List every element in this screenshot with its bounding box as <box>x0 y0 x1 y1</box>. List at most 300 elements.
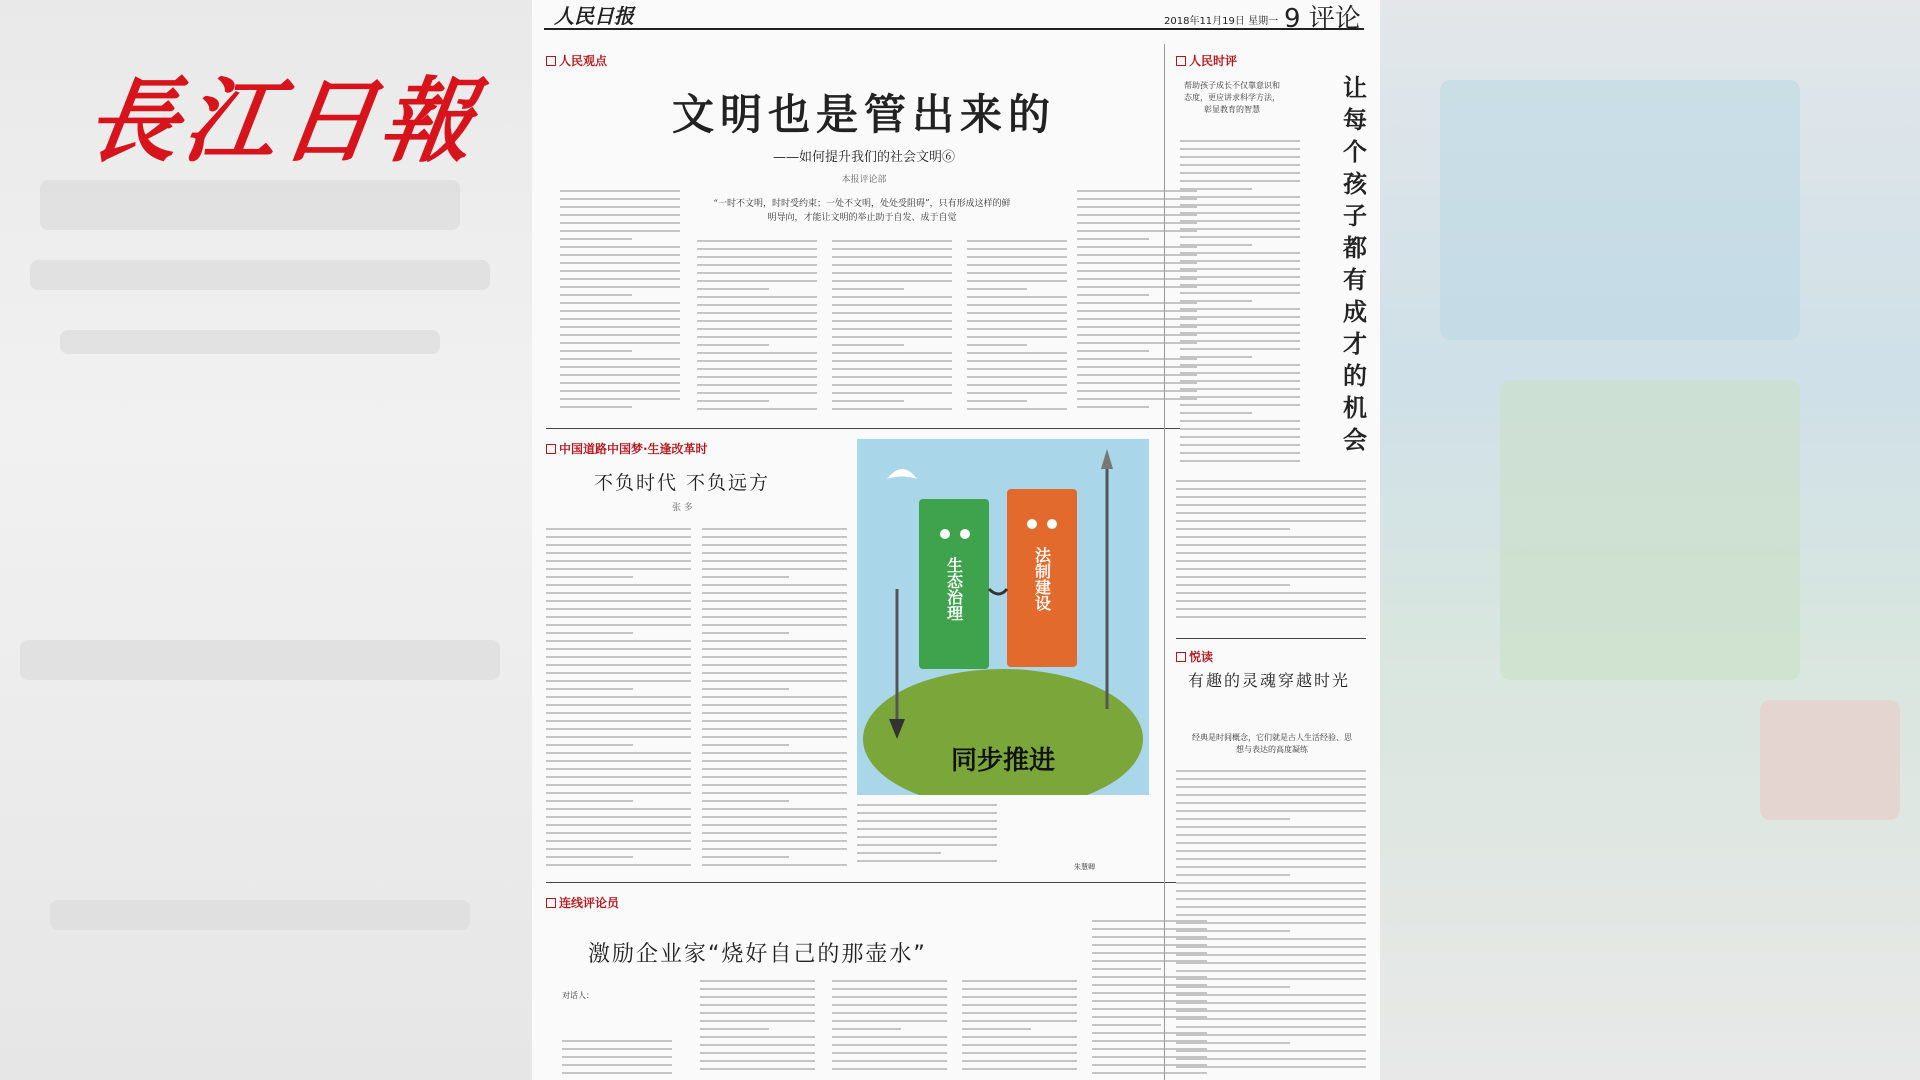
text-line <box>1176 528 1290 530</box>
text-line <box>546 656 691 658</box>
text-line <box>702 536 847 538</box>
text-line <box>1180 388 1300 390</box>
lead-text-col-4 <box>967 240 1067 416</box>
text-line <box>1180 180 1300 182</box>
text-line <box>702 624 847 626</box>
text-line <box>546 688 633 690</box>
text-line <box>702 736 847 738</box>
text-line <box>700 1044 815 1046</box>
text-line <box>702 672 847 674</box>
text-line <box>857 860 997 862</box>
text-line <box>546 632 633 634</box>
text-line <box>1176 1018 1366 1020</box>
text-line <box>700 1004 815 1006</box>
text-line <box>546 728 691 730</box>
text-line <box>546 680 691 682</box>
text-line <box>962 1060 1077 1062</box>
feature-byline: 张 多 <box>672 503 693 513</box>
text-line <box>1176 866 1366 868</box>
text-line <box>1176 778 1366 780</box>
text-line <box>546 616 691 618</box>
text-line <box>560 222 680 224</box>
text-line <box>1077 286 1197 288</box>
text-line <box>700 1052 815 1054</box>
text-line <box>546 608 691 610</box>
text-line <box>1077 390 1197 392</box>
lead-text-col-2 <box>697 240 817 416</box>
text-line <box>967 336 1067 338</box>
text-line <box>1176 770 1366 772</box>
dialogue-text-col-4 <box>962 980 1077 1080</box>
text-line <box>702 864 847 866</box>
text-line <box>560 342 680 344</box>
bird-icon <box>887 469 917 479</box>
text-line <box>1176 512 1366 514</box>
text-line <box>1176 946 1366 948</box>
text-line <box>1180 164 1300 166</box>
lead-pull-quote: “一时不文明，时时受约束；一处不文明，处处受阻碍”，只有形成这样的鲜明导向，才能让文明的举止助于自发、成于自觉 <box>713 199 1011 223</box>
text-line <box>702 784 847 786</box>
text-line <box>832 996 947 998</box>
text-line <box>1176 616 1366 618</box>
reading-intro: 经典是时间概念，它们就是古人生活经验、思想与表达的高度凝练 <box>1192 733 1352 754</box>
text-line <box>702 800 789 802</box>
text-line <box>697 264 817 266</box>
feature-text-col-2 <box>702 528 847 874</box>
dialogue-headline: 激励企业家“烧好自己的那壶水” <box>588 942 927 967</box>
text-line <box>702 792 847 794</box>
text-line <box>546 864 691 866</box>
text-line <box>1180 148 1300 150</box>
lead-text-col-5 <box>1077 190 1197 416</box>
text-line <box>560 278 680 280</box>
text-line <box>546 600 691 602</box>
text-line <box>1176 1026 1366 1028</box>
text-line <box>702 640 847 642</box>
text-line <box>1176 1050 1366 1052</box>
background-right <box>1380 0 1920 1080</box>
text-line <box>832 312 952 314</box>
text-line <box>1077 342 1197 344</box>
text-line <box>832 320 952 322</box>
text-line <box>832 408 952 410</box>
text-line <box>967 392 1067 394</box>
text-line <box>1077 302 1197 304</box>
text-line <box>702 752 847 754</box>
text-line <box>1176 552 1366 554</box>
text-line <box>697 384 817 386</box>
divider <box>546 882 1198 883</box>
text-line <box>832 272 952 274</box>
text-line <box>1180 316 1300 318</box>
text-line <box>967 272 1067 274</box>
text-line <box>546 760 691 762</box>
text-line <box>702 544 847 546</box>
text-line <box>562 1040 672 1042</box>
lead-subheadline: ——如何提升我们的社会文明⑥ <box>772 150 955 165</box>
text-line <box>967 368 1067 370</box>
text-line <box>702 776 847 778</box>
text-line <box>697 352 817 354</box>
text-line <box>967 360 1067 362</box>
side-text-col-lower <box>1176 480 1366 630</box>
masthead-brand: 人民日报 <box>554 4 634 28</box>
text-line <box>1176 480 1366 482</box>
text-line <box>857 820 997 822</box>
text-line <box>546 552 691 554</box>
text-line <box>1180 276 1300 278</box>
cartoon-svg <box>857 439 1149 795</box>
text-line <box>697 344 769 346</box>
text-line <box>1176 810 1366 812</box>
text-line <box>832 288 904 290</box>
text-line <box>546 536 691 538</box>
text-line <box>702 856 789 858</box>
text-line <box>702 576 789 578</box>
text-line <box>1180 212 1300 214</box>
text-line <box>1077 318 1197 320</box>
text-line <box>560 310 680 312</box>
text-line <box>702 744 789 746</box>
cartoon-credit: 朱慧卿 <box>1074 863 1095 871</box>
lead-text-col-3 <box>832 240 952 416</box>
text-line <box>1180 428 1300 430</box>
text-line <box>1176 1066 1366 1068</box>
text-line <box>1077 382 1197 384</box>
text-line <box>702 560 847 562</box>
text-line <box>832 1028 901 1030</box>
text-line <box>1176 986 1290 988</box>
text-line <box>546 584 691 586</box>
text-line <box>697 408 817 410</box>
text-line <box>1176 544 1366 546</box>
text-line <box>702 840 847 842</box>
text-line <box>546 592 691 594</box>
text-line <box>697 328 817 330</box>
text-line <box>1180 268 1300 270</box>
text-line <box>700 1012 815 1014</box>
text-line <box>702 568 847 570</box>
handshake-icon <box>989 589 1007 594</box>
text-line <box>546 672 691 674</box>
text-line <box>967 256 1067 258</box>
text-line <box>702 720 847 722</box>
text-line <box>1077 374 1197 376</box>
text-line <box>832 264 952 266</box>
text-line <box>1092 1024 1161 1026</box>
text-line <box>1180 172 1300 174</box>
text-line <box>1176 1010 1366 1012</box>
text-line <box>546 560 691 562</box>
text-line <box>697 288 769 290</box>
text-line <box>546 576 633 578</box>
text-line <box>697 248 817 250</box>
text-line <box>1180 236 1300 238</box>
section-label: 人民时评 <box>1189 54 1238 68</box>
section-mark-icon <box>546 898 556 908</box>
text-line <box>560 286 680 288</box>
text-line <box>546 720 691 722</box>
eye-icon <box>1047 519 1057 529</box>
text-line <box>1176 496 1366 498</box>
text-line <box>1176 906 1366 908</box>
section-tag-feature <box>546 440 708 457</box>
text-line <box>967 408 1067 410</box>
text-line <box>967 376 1067 378</box>
text-line <box>702 616 847 618</box>
watermark-logo: 長江日報 <box>79 67 487 175</box>
text-line <box>962 1044 1077 1046</box>
text-line <box>832 1036 947 1038</box>
cartoon-caption-text <box>857 804 997 874</box>
text-line <box>1176 576 1366 578</box>
section-label: 人民观点 <box>559 54 608 68</box>
text-line <box>702 760 847 762</box>
text-line <box>1176 584 1290 586</box>
text-line <box>700 1020 815 1022</box>
text-line <box>700 1060 815 1062</box>
text-line <box>560 262 680 264</box>
text-line <box>560 254 680 256</box>
text-line <box>546 856 633 858</box>
text-line <box>832 1004 947 1006</box>
text-line <box>697 272 817 274</box>
lead-byline: 本报评论部 <box>841 175 887 185</box>
text-line <box>832 352 952 354</box>
text-line <box>1176 842 1366 844</box>
text-line <box>1176 818 1290 820</box>
text-line <box>546 752 691 754</box>
text-line <box>560 246 680 248</box>
text-line <box>560 198 680 200</box>
cartoon-hill <box>863 669 1143 795</box>
text-line <box>560 350 632 352</box>
text-line <box>546 648 691 650</box>
text-line <box>1180 284 1300 286</box>
text-line <box>967 320 1067 322</box>
text-line <box>1077 398 1197 400</box>
text-line <box>1180 204 1300 206</box>
text-line <box>546 768 691 770</box>
left-book-label: 生态治理 <box>944 557 964 621</box>
text-line <box>1176 858 1366 860</box>
text-line <box>546 832 691 834</box>
text-line <box>546 696 691 698</box>
text-line <box>1180 436 1300 438</box>
text-line <box>1180 292 1300 294</box>
text-line <box>1180 188 1252 190</box>
text-line <box>546 776 691 778</box>
feature-headline: 不负时代 不负远方 <box>594 472 771 494</box>
text-line <box>1176 560 1366 562</box>
text-line <box>700 1068 815 1070</box>
section-label: 连线评论员 <box>559 896 620 910</box>
side-intro: 帮助孩子成长不仅靠意识和态度，更应讲求科学方法，彰显教育的智慧 <box>1184 81 1280 114</box>
text-line <box>546 528 691 530</box>
text-line <box>1176 568 1366 570</box>
text-line <box>1077 238 1149 240</box>
text-line <box>1180 412 1252 414</box>
text-line <box>562 1048 672 1050</box>
section-tag-dialogue <box>546 894 619 911</box>
section-mark-icon <box>1176 652 1186 662</box>
text-line <box>832 1044 947 1046</box>
text-line <box>1077 326 1197 328</box>
text-line <box>1077 198 1197 200</box>
eye-icon <box>1027 519 1037 529</box>
text-line <box>967 400 1027 402</box>
text-line <box>1176 600 1366 602</box>
text-line <box>832 384 952 386</box>
text-line <box>702 712 847 714</box>
text-line <box>962 1052 1077 1054</box>
text-line <box>546 784 691 786</box>
text-line <box>832 1068 947 1070</box>
page-label: 9 评论 <box>1284 4 1361 34</box>
text-line <box>1176 1002 1366 1004</box>
text-line <box>546 624 691 626</box>
text-line <box>1180 372 1300 374</box>
text-line <box>560 206 680 208</box>
cartoon-illustration <box>857 439 1149 795</box>
text-line <box>697 240 817 242</box>
text-line <box>967 312 1067 314</box>
text-line <box>700 1036 815 1038</box>
text-line <box>857 836 997 838</box>
text-line <box>702 728 847 730</box>
text-line <box>546 712 691 714</box>
text-line <box>857 828 997 830</box>
text-line <box>1077 262 1197 264</box>
text-line <box>1092 968 1161 970</box>
text-line <box>1176 1034 1366 1036</box>
text-line <box>546 568 691 570</box>
text-line <box>1176 520 1366 522</box>
text-line <box>832 328 952 330</box>
text-line <box>546 736 691 738</box>
text-line <box>546 640 691 642</box>
text-line <box>702 696 847 698</box>
text-line <box>1180 396 1300 398</box>
text-line <box>967 344 1027 346</box>
cartoon-banner: 同步推进 <box>950 746 1056 776</box>
text-line <box>697 392 817 394</box>
section-label: 悦读 <box>1189 650 1214 664</box>
side-text-col-upper <box>1180 140 1300 470</box>
text-line <box>702 600 847 602</box>
text-line <box>1180 332 1300 334</box>
text-line <box>560 294 632 296</box>
dialogue-participants: 对话人： <box>562 991 594 1000</box>
text-line <box>1077 278 1197 280</box>
text-line <box>702 848 847 850</box>
text-line <box>1176 1042 1290 1044</box>
section-tag-side <box>1176 52 1237 69</box>
text-line <box>702 608 847 610</box>
text-line <box>702 648 847 650</box>
text-line <box>1077 310 1197 312</box>
dialogue-text-col-2 <box>700 980 815 1080</box>
text-line <box>546 544 691 546</box>
text-line <box>702 528 847 530</box>
text-line <box>832 368 952 370</box>
text-line <box>1077 270 1197 272</box>
dialogue-text-col-1 <box>562 1040 672 1080</box>
text-line <box>697 400 769 402</box>
right-book-label: 法制建设 <box>1032 547 1052 611</box>
section-mark-icon <box>546 444 556 454</box>
text-line <box>1176 786 1366 788</box>
text-line <box>1180 452 1300 454</box>
text-line <box>962 1068 1077 1070</box>
text-line <box>967 264 1067 266</box>
text-line <box>832 336 952 338</box>
text-line <box>857 852 941 854</box>
text-line <box>546 800 633 802</box>
text-line <box>560 398 680 400</box>
text-line <box>560 318 680 320</box>
text-line <box>1180 420 1300 422</box>
text-line <box>1180 220 1300 222</box>
text-line <box>697 336 817 338</box>
text-line <box>702 664 847 666</box>
text-line <box>697 280 817 282</box>
text-line <box>1180 228 1300 230</box>
text-line <box>1180 252 1300 254</box>
text-line <box>1176 930 1290 932</box>
text-line <box>560 326 680 328</box>
text-line <box>967 248 1067 250</box>
text-line <box>702 816 847 818</box>
lead-headline: 文明也是管出来的 <box>671 90 1056 139</box>
text-line <box>702 704 847 706</box>
text-line <box>1176 954 1366 956</box>
text-line <box>560 366 680 368</box>
text-line <box>1176 850 1366 852</box>
text-line <box>962 1004 1077 1006</box>
text-line <box>1180 300 1252 302</box>
text-line <box>560 190 680 192</box>
text-line <box>967 280 1067 282</box>
text-line <box>700 980 815 982</box>
masthead-date: 2018年11月19日 星期一 <box>1164 16 1279 27</box>
text-line <box>697 256 817 258</box>
text-line <box>546 848 691 850</box>
text-line <box>1176 922 1366 924</box>
text-line <box>546 808 691 810</box>
text-line <box>1176 938 1366 940</box>
text-line <box>1180 308 1300 310</box>
text-line <box>1176 914 1366 916</box>
reading-headline: 有趣的灵魂穿越时光 <box>1188 671 1351 690</box>
text-line <box>962 1012 1077 1014</box>
text-line <box>546 840 691 842</box>
text-line <box>560 390 680 392</box>
text-line <box>702 592 847 594</box>
text-line <box>857 804 997 806</box>
text-line <box>700 1028 769 1030</box>
text-line <box>962 996 1077 998</box>
text-line <box>1180 460 1300 462</box>
text-line <box>1077 246 1197 248</box>
text-line <box>1176 608 1366 610</box>
text-line <box>1176 488 1366 490</box>
text-line <box>562 1056 672 1058</box>
text-line <box>560 302 680 304</box>
text-line <box>702 808 847 810</box>
text-line <box>1176 970 1366 972</box>
text-line <box>546 824 691 826</box>
